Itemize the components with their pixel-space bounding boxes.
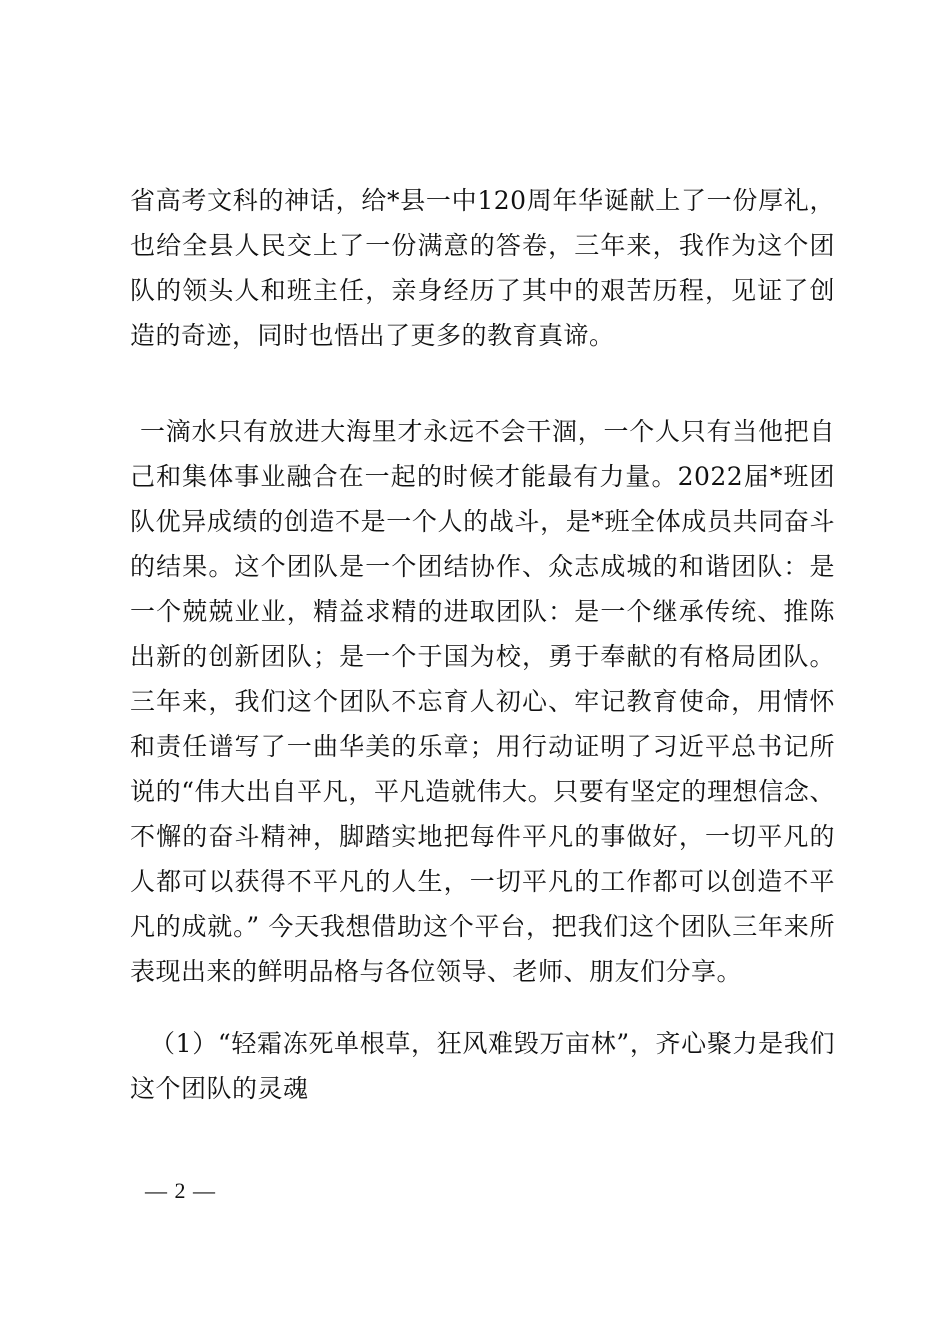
page-number: — 2 — [145,1178,216,1203]
paragraph-team-spirit: 一滴水只有放进大海里才永远不会干涸，一个人只有当他把自己和集体事业融合在一起的时候才能最有力量。2022届*班团队优异成绩的创造不是一个人的战斗，是*班全体成员共同奋斗的结果。这个团队是一个团结协作、众志成城的和谐团队：是一个兢兢业业，精益求精的进取团队：是一个继承传统、推陈出新的创新团队；是一个于国为校，勇于奉献的有格局团队。三年来，我们这个团队不忘育人初心、牢记教育使命，用情怀和责任谱写了一曲华美的乐章；用行动证明了习近平总书记所说的“伟大出自平凡，平凡造就伟大。只要有坚定的理想信念、不懈的奋斗精神，脚踏实地把每件平凡的事做好，一切平凡的人都可以获得不平凡的人生，一切平凡的工作都可以创造不平凡的成就。” 今天我想借助这个平台，把我们这个团队三年来所表现出来的鲜明品格与各位领导、老师、朋友们分享。 [130,417,835,986]
paragraph-continuation: 省高考文科的神话，给*县一中120周年华诞献上了一份厚礼，也给全县人民交上了一份满意的答卷，三年来，我作为这个团队的领头人和班主任，亲身经历了其中的艰苦历程，见证了创造的奇迹，同时也悟出了更多的教育真谛。 [130,186,835,350]
section-heading-1: （1）“轻霜冻死单根草，狂风难毁万亩林”，齐心聚力是我们这个团队的灵魂 [130,1029,835,1103]
